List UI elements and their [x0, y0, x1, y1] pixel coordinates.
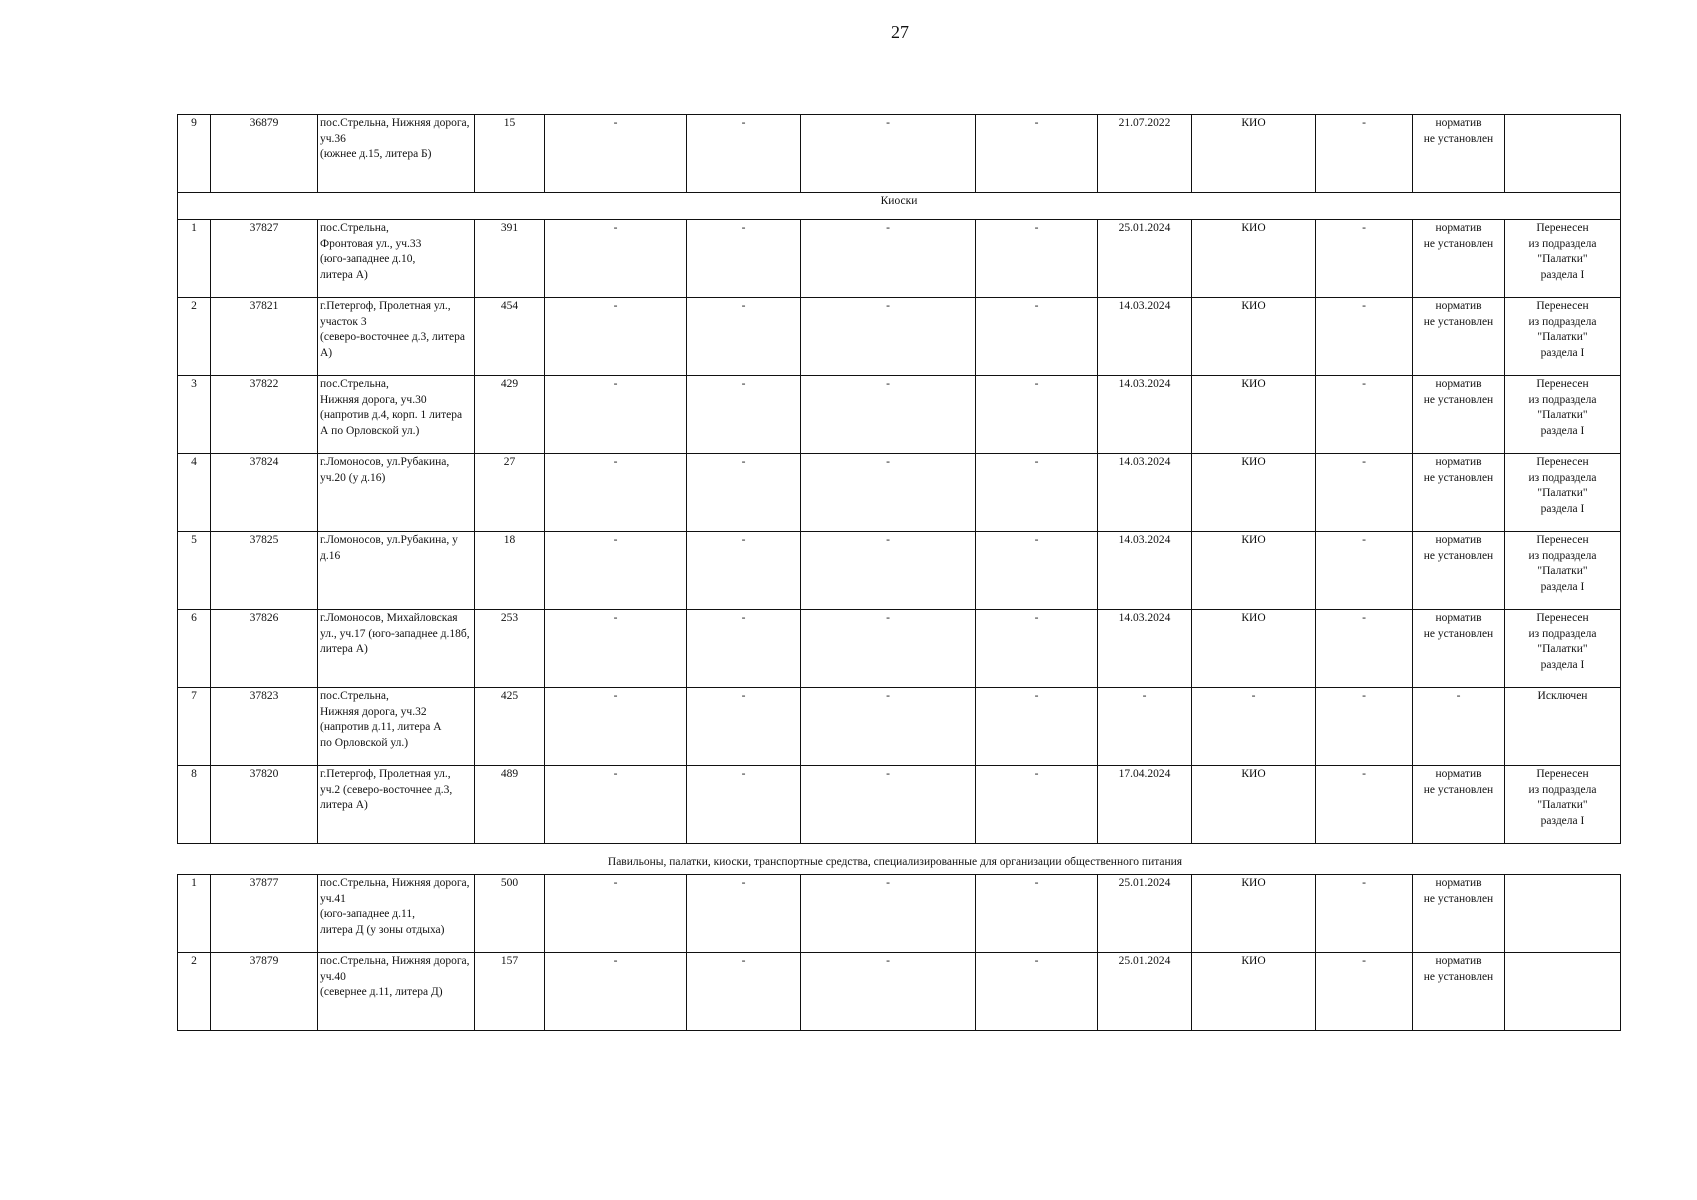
cell-col6: -: [687, 376, 801, 454]
cell-address: г.Ломоносов, ул.Рубакина, у д.16: [318, 532, 475, 610]
cell-object-id: 36879: [211, 115, 318, 193]
cell-norm: -: [1413, 688, 1505, 766]
table-row: [178, 115, 1621, 193]
cell-organization: КИО: [1192, 953, 1316, 1031]
cell-organization: КИО: [1192, 766, 1316, 844]
cell-row-number: 5: [178, 532, 211, 610]
cell-col7: -: [801, 454, 976, 532]
cell-col5: -: [545, 298, 687, 376]
cell-norm: норматив не установлен: [1413, 298, 1505, 376]
cell-col8: -: [976, 766, 1098, 844]
cell-area: 429: [475, 376, 545, 454]
cell-col6: -: [687, 298, 801, 376]
objects-table-kiosks: [177, 114, 1621, 844]
cell-object-id: 37824: [211, 454, 318, 532]
cell-address: г.Ломоносов, Михайловская ул., уч.17 (юго-западнее д.18б, литера А): [318, 610, 475, 688]
cell-col8: -: [976, 532, 1098, 610]
page-number: 27: [891, 22, 909, 42]
cell-col7: -: [801, 115, 976, 193]
cell-object-id: 37826: [211, 610, 318, 688]
cell-address: г.Ломоносов, ул.Рубакина, уч.20 (у д.16): [318, 454, 475, 532]
cell-col8: -: [976, 875, 1098, 953]
cell-organization: КИО: [1192, 454, 1316, 532]
cell-date: 14.03.2024: [1098, 454, 1192, 532]
cell-address: г.Петергоф, Пролетная ул., участок 3 (северо-восточнее д.3, литера А): [318, 298, 475, 376]
cell-col11: -: [1316, 688, 1413, 766]
cell-object-id: 37879: [211, 953, 318, 1031]
cell-date: -: [1098, 688, 1192, 766]
cell-col5: -: [545, 454, 687, 532]
cell-col11: -: [1316, 953, 1413, 1031]
cell-organization: -: [1192, 688, 1316, 766]
cell-object-id: 37827: [211, 220, 318, 298]
cell-row-number: 1: [178, 875, 211, 953]
cell-note: [1505, 875, 1621, 953]
cell-row-number: 8: [178, 766, 211, 844]
cell-note: Перенесен из подраздела "Палатки" раздела I: [1505, 532, 1621, 610]
cell-organization: КИО: [1192, 532, 1316, 610]
cell-address: пос.Стрельна, Фронтовая ул., уч.33 (юго-западнее д.10, литера А): [318, 220, 475, 298]
cell-norm: норматив не установлен: [1413, 953, 1505, 1031]
cell-col6: -: [687, 953, 801, 1031]
table-row: [178, 766, 1621, 844]
table-row: [178, 953, 1621, 1031]
cell-date: 25.01.2024: [1098, 953, 1192, 1031]
cell-organization: КИО: [1192, 376, 1316, 454]
cell-row-number: 9: [178, 115, 211, 193]
cell-object-id: 37822: [211, 376, 318, 454]
objects-table-catering: [177, 874, 1621, 1031]
cell-note: [1505, 115, 1621, 193]
cell-col5: -: [545, 953, 687, 1031]
cell-col8: -: [976, 376, 1098, 454]
cell-row-number: 1: [178, 220, 211, 298]
cell-col7: -: [801, 766, 976, 844]
cell-col5: -: [545, 220, 687, 298]
cell-col8: -: [976, 454, 1098, 532]
cell-area: 253: [475, 610, 545, 688]
cell-col7: -: [801, 532, 976, 610]
table-row: [178, 376, 1621, 454]
cell-note: Перенесен из подраздела "Палатки" раздела I: [1505, 610, 1621, 688]
cell-col11: -: [1316, 454, 1413, 532]
cell-row-number: 2: [178, 953, 211, 1031]
cell-col7: -: [801, 298, 976, 376]
cell-organization: КИО: [1192, 875, 1316, 953]
cell-col5: -: [545, 875, 687, 953]
cell-col8: -: [976, 220, 1098, 298]
cell-col7: -: [801, 953, 976, 1031]
cell-col5: -: [545, 532, 687, 610]
cell-col7: -: [801, 376, 976, 454]
cell-col7: -: [801, 220, 976, 298]
cell-address: пос.Стрельна, Нижняя дорога, уч.40 (севернее д.11, литера Д): [318, 953, 475, 1031]
cell-col8: -: [976, 298, 1098, 376]
cell-area: 500: [475, 875, 545, 953]
cell-date: 25.01.2024: [1098, 875, 1192, 953]
cell-object-id: 37877: [211, 875, 318, 953]
cell-col6: -: [687, 115, 801, 193]
cell-row-number: 7: [178, 688, 211, 766]
cell-col5: -: [545, 688, 687, 766]
cell-col7: -: [801, 688, 976, 766]
cell-area: 157: [475, 953, 545, 1031]
cell-area: 425: [475, 688, 545, 766]
cell-col6: -: [687, 610, 801, 688]
cell-col6: -: [687, 766, 801, 844]
table-row: [178, 298, 1621, 376]
cell-object-id: 37821: [211, 298, 318, 376]
cell-date: 14.03.2024: [1098, 376, 1192, 454]
cell-date: 14.03.2024: [1098, 298, 1192, 376]
cell-organization: КИО: [1192, 298, 1316, 376]
cell-col6: -: [687, 688, 801, 766]
cell-col5: -: [545, 766, 687, 844]
cell-col6: -: [687, 454, 801, 532]
cell-organization: КИО: [1192, 115, 1316, 193]
cell-address: пос.Стрельна, Нижняя дорога, уч.41 (юго-западнее д.11, литера Д (у зоны отдыха): [318, 875, 475, 953]
cell-col11: -: [1316, 298, 1413, 376]
table-row: [178, 220, 1621, 298]
cell-col11: -: [1316, 532, 1413, 610]
cell-col7: -: [801, 875, 976, 953]
cell-date: 17.04.2024: [1098, 766, 1192, 844]
cell-norm: норматив не установлен: [1413, 532, 1505, 610]
cell-organization: КИО: [1192, 220, 1316, 298]
cell-col6: -: [687, 220, 801, 298]
cell-norm: норматив не установлен: [1413, 220, 1505, 298]
cell-address: пос.Стрельна, Нижняя дорога, уч.32 (напротив д.11, литера А по Орловской ул.): [318, 688, 475, 766]
cell-col8: -: [976, 953, 1098, 1031]
cell-organization: КИО: [1192, 610, 1316, 688]
cell-col5: -: [545, 376, 687, 454]
cell-norm: норматив не установлен: [1413, 376, 1505, 454]
cell-area: 15: [475, 115, 545, 193]
cell-note: Перенесен из подраздела "Палатки" раздела I: [1505, 766, 1621, 844]
cell-col11: -: [1316, 220, 1413, 298]
cell-date: 21.07.2022: [1098, 115, 1192, 193]
cell-col11: -: [1316, 766, 1413, 844]
cell-date: 14.03.2024: [1098, 532, 1192, 610]
cell-norm: норматив не установлен: [1413, 115, 1505, 193]
table-row: [178, 454, 1621, 532]
cell-col11: -: [1316, 376, 1413, 454]
cell-note: Перенесен из подраздела "Палатки" раздела I: [1505, 220, 1621, 298]
cell-area: 391: [475, 220, 545, 298]
cell-norm: норматив не установлен: [1413, 875, 1505, 953]
cell-col11: -: [1316, 115, 1413, 193]
cell-col8: -: [976, 115, 1098, 193]
cell-col5: -: [545, 610, 687, 688]
cell-norm: норматив не установлен: [1413, 610, 1505, 688]
table-row: [178, 610, 1621, 688]
cell-col6: -: [687, 875, 801, 953]
cell-address: пос.Стрельна, Нижняя дорога, уч.30 (напротив д.4, корп. 1 литера А по Орловской ул.): [318, 376, 475, 454]
cell-row-number: 2: [178, 298, 211, 376]
cell-note: Перенесен из подраздела "Палатки" раздела I: [1505, 454, 1621, 532]
cell-object-id: 37820: [211, 766, 318, 844]
cell-date: 25.01.2024: [1098, 220, 1192, 298]
section-caption-catering: Павильоны, палатки, киоски, транспортные средства, специализированные для организации общественного питания: [607, 856, 1183, 868]
section-title-kiosks: Киоски: [178, 193, 1621, 220]
cell-col8: -: [976, 610, 1098, 688]
table-row: [178, 875, 1621, 953]
cell-norm: норматив не установлен: [1413, 454, 1505, 532]
cell-date: 14.03.2024: [1098, 610, 1192, 688]
cell-note: Исключен: [1505, 688, 1621, 766]
cell-area: 454: [475, 298, 545, 376]
cell-object-id: 37825: [211, 532, 318, 610]
cell-area: 27: [475, 454, 545, 532]
cell-col8: -: [976, 688, 1098, 766]
cell-col5: -: [545, 115, 687, 193]
cell-note: Перенесен из подраздела "Палатки" раздела I: [1505, 376, 1621, 454]
cell-address: пос.Стрельна, Нижняя дорога, уч.36 (южнее д.15, литера Б): [318, 115, 475, 193]
cell-row-number: 3: [178, 376, 211, 454]
cell-col11: -: [1316, 610, 1413, 688]
cell-col7: -: [801, 610, 976, 688]
table-row: [178, 688, 1621, 766]
cell-norm: норматив не установлен: [1413, 766, 1505, 844]
cell-col11: -: [1316, 875, 1413, 953]
cell-note: [1505, 953, 1621, 1031]
cell-col6: -: [687, 532, 801, 610]
cell-address: г.Петергоф, Пролетная ул., уч.2 (северо-восточнее д.3, литера А): [318, 766, 475, 844]
cell-note: Перенесен из подраздела "Палатки" раздела I: [1505, 298, 1621, 376]
table-row: [178, 532, 1621, 610]
cell-area: 18: [475, 532, 545, 610]
cell-object-id: 37823: [211, 688, 318, 766]
cell-row-number: 6: [178, 610, 211, 688]
cell-area: 489: [475, 766, 545, 844]
cell-row-number: 4: [178, 454, 211, 532]
